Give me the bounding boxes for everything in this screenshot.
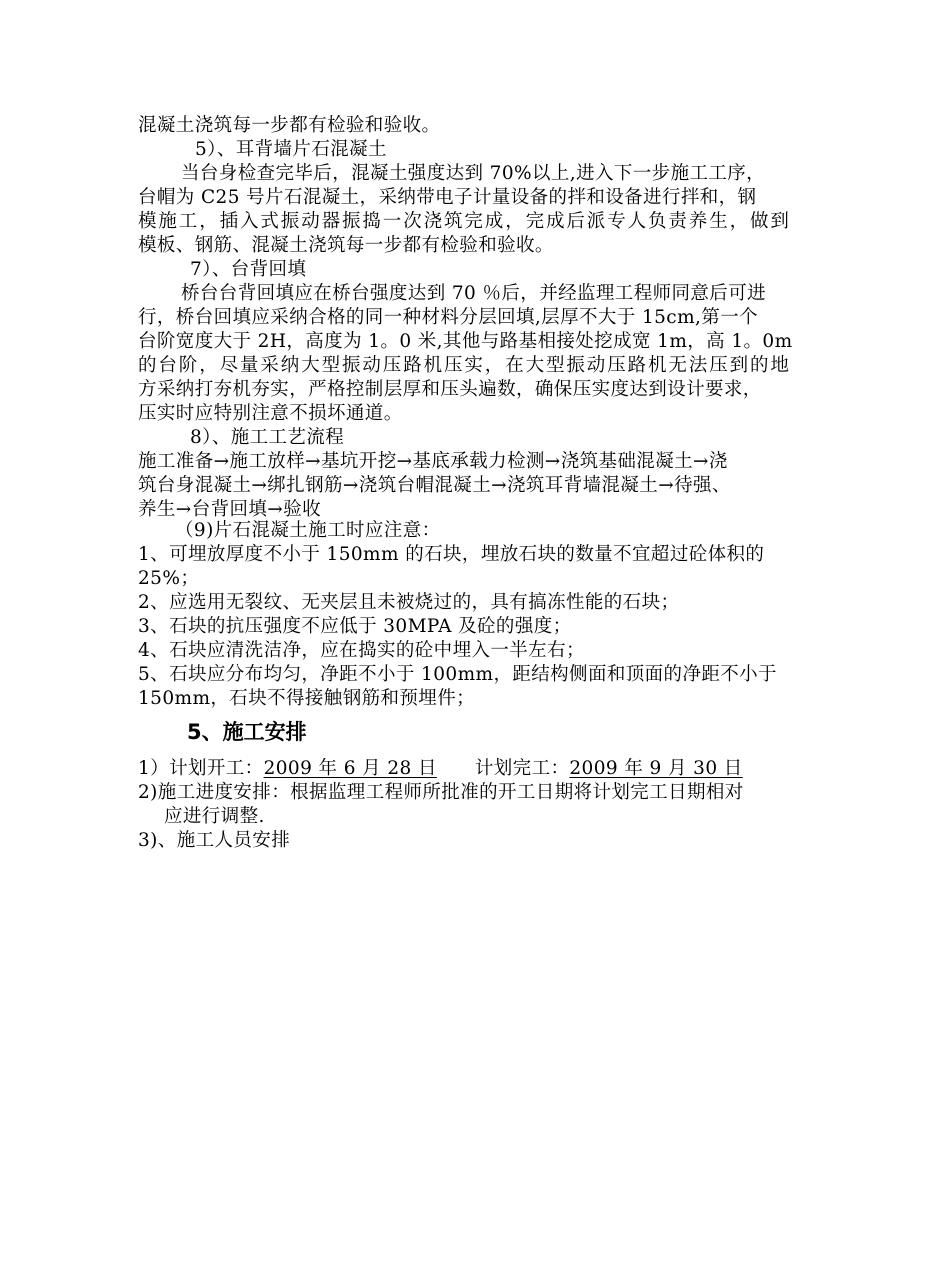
end-label: 计划完工： (474, 758, 570, 779)
list-item: 1、可埋放厚度不小于 150mm 的石块，埋放石块的数量不宜超过砼体积的 (138, 544, 765, 565)
paragraph-line: 模施工，插入式振动器振捣一次浇筑完成，完成后派专人负责养生，做到 (138, 211, 791, 232)
subheading-backfill: 7）、台背回填 (190, 259, 307, 280)
paragraph-line: 的台阶，尽量采纳大型振动压路机压实，在大型振动压路机无法压到的地 (138, 355, 791, 376)
paragraph-line: 台阶宽度大于 2H，高度为 1。0 米,其他与路基相接处挖成宽 1m，高 1。0m (138, 331, 793, 352)
list-item-continuation: 25%； (138, 568, 200, 589)
paragraph-line: 筑台身混凝土→绑扎钢筋→浇筑台帽混凝土→浇筑耳背墙混凝土→待强、 (138, 475, 731, 496)
list-item: 3、石块的抗压强度不应低于 30MPA 及砼的强度； (138, 616, 572, 637)
paragraph-line: 混凝土浇筑每一步都有检验和验收。 (138, 115, 441, 136)
start-label: 1）计划开工： (138, 758, 264, 779)
list-item-continuation: 150mm，石块不得接触钢筋和预埋件； (138, 688, 475, 709)
list-item: 4、石块应清洗洁净，应在捣实的砼中埋入一半左右； (138, 640, 585, 661)
paragraph-line: 方采纳打夯机夯实，严格控制层厚和压头遍数，确保压实度达到设计要求， (138, 379, 762, 400)
paragraph-line: 养生→台背回填→验收 (138, 499, 322, 520)
schedule-line (138, 757, 743, 781)
subheading-process-flow: 8）、施工工艺流程 (190, 427, 345, 448)
start-date: 2009 年 6 月 28 日 (263, 758, 437, 779)
paragraph-line: 桥台台背回填应在桥台强度达到 70 ％后，并经监理工程师同意后可进 (181, 283, 767, 304)
list-item: 5、石块应分布均匀，净距不小于 100mm，距结构侧面和顶面的净距不小于 (138, 664, 777, 685)
subheading-earwall: 5）、耳背墙片石混凝土 (195, 139, 387, 160)
paragraph-line: 压实时应特别注意不损坏通道。 (138, 403, 403, 424)
paragraph-line: 施工准备→施工放样→基坑开挖→基底承载力检测→浇筑基础混凝土→浇 (138, 451, 728, 472)
list-item: 2、应选用无裂纹、无夹层且未被烧过的，具有搞冻性能的石块； (138, 592, 680, 613)
progress-line: 2)施工进度安排：根据监理工程师所批准的开工日期将计划完工日期相对 (138, 782, 744, 803)
progress-line-continuation: 应进行调整. (164, 806, 265, 827)
paragraph-line: 当台身检查完毕后，混凝土强度达到 70%以上,进入下一步施工工序， (181, 163, 766, 184)
paragraph-line: 台帽为 C25 号片石混凝土，采纳带电子计量设备的拌和设备进行拌和，钢 (138, 187, 757, 208)
staff-line: 3)、施工人员安排 (138, 830, 291, 851)
paragraph-line: 模板、钢筋、混凝土浇筑每一步都有检验和验收。 (138, 235, 554, 256)
end-date: 2009 年 9 月 30 日 (569, 758, 743, 779)
subheading-rubble-notes: （9)片石混凝土施工时应注意： (175, 520, 441, 541)
section-heading: 5、施工安排 (187, 720, 307, 744)
paragraph-line: 行，桥台回填应采纳合格的同一种材料分层回填,层厚不大于 15cm,第一个 (138, 307, 758, 328)
